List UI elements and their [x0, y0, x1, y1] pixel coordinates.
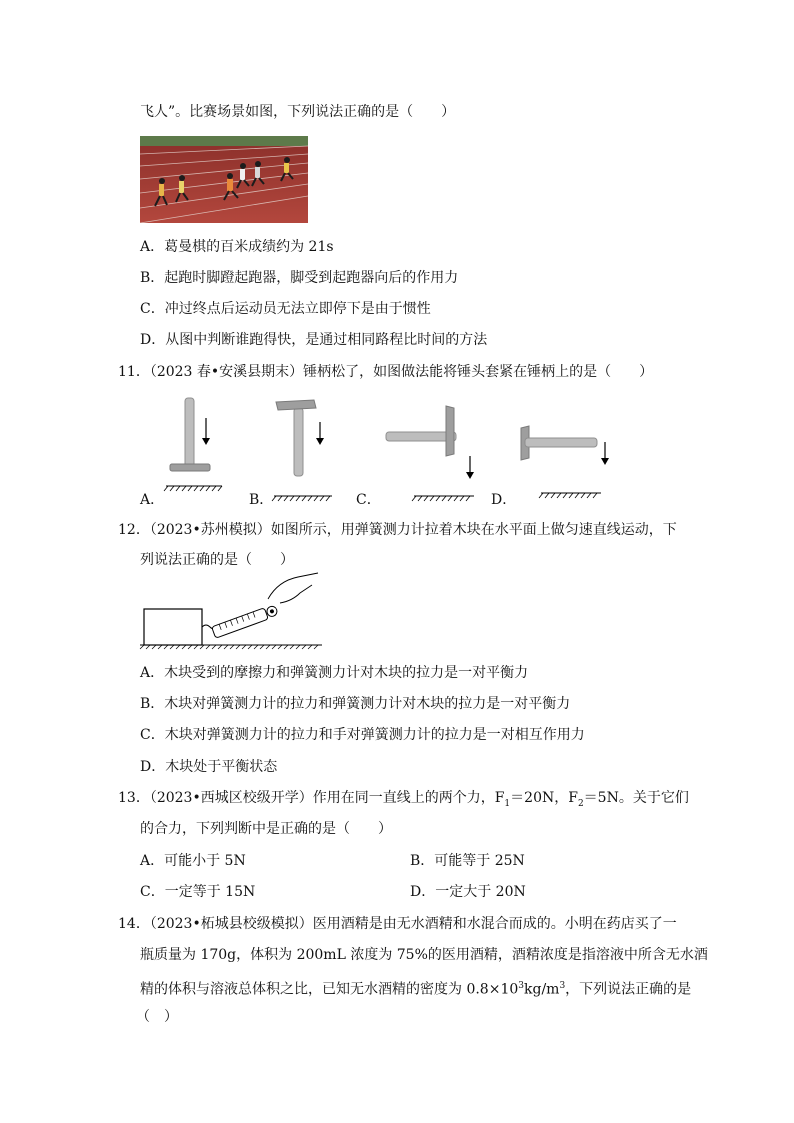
q11-label-b: B．	[249, 492, 274, 508]
q13-option-b: B．可能等于 25N	[410, 853, 525, 869]
q10-option-d: D．从图中判断谁跑得快，是通过相同路程比时间的方法	[140, 332, 488, 348]
q13-stem-line2: 的合力，下列判断中是正确的是（ ）	[140, 821, 392, 837]
race-photo	[140, 136, 308, 223]
spring-scale-figure	[140, 573, 324, 649]
q14-line3-part-a: 精的体积与溶液总体积之比，已知无水酒精的密度为 0.8×10	[140, 981, 519, 998]
q11-stem: 11．（2023 春•安溪县期末）锤柄松了，如图做法能将锤头套紧在锤柄上的是（ ）	[118, 364, 654, 380]
q10-option-b: B．起跑时脚蹬起跑器，脚受到起跑器向后的作用力	[140, 270, 459, 286]
q14-line3-exponent-1: 3	[518, 981, 524, 991]
q13-stem-line1	[118, 788, 689, 814]
q13-stem-prefix: 13．（2023•西城区校级开学）作用在同一直线上的两个力，F	[118, 790, 505, 806]
q11-label-c: C．	[356, 492, 381, 508]
q13-f1-subscript: 1	[504, 798, 511, 809]
q14-line3-part-c: ，下列说法正确的是	[565, 981, 692, 998]
q14-line3-unit: kg/m	[524, 981, 560, 998]
q13-f1-value: ＝20N，F	[510, 790, 578, 806]
q11-label-d: D．	[491, 492, 517, 508]
q12-stem-line1: 12．（2023•苏州模拟）如图所示，用弹簧测力计拉着木块在水平面上做匀速直线运动，下	[118, 522, 677, 538]
q13-f2-value: ＝5N。关于它们	[583, 790, 689, 806]
q14-line4: （ ）	[136, 1009, 178, 1025]
q13-option-d: D．一定大于 20N	[410, 884, 526, 900]
hammer-figure-c	[384, 398, 480, 498]
q14-line1: 14．（2023•柘城县校级模拟）医用酒精是由无水酒精和水混合而成的。小明在药店买了一	[118, 916, 677, 932]
q11-label-a: A．	[140, 492, 165, 508]
q10-option-c: C．冲过终点后运动员无法立即停下是由于惯性	[140, 301, 431, 317]
q14-line2: 瓶质量为 170g，体积为 200mL 浓度为 75%的医用酒精，酒精浓度是指溶液中所含无水酒	[140, 947, 708, 963]
q12-stem-line2: 列说法正确的是（ ）	[140, 552, 294, 568]
q14-line3-exponent-2: 3	[559, 981, 566, 991]
q13-option-c: C．一定等于 15N	[140, 884, 256, 900]
q12-option-c: C．木块对弹簧测力计的拉力和手对弹簧测力计的拉力是一对相互作用力	[140, 727, 585, 743]
q12-option-a: A．木块受到的摩擦力和弹簧测力计对木块的拉力是一对平衡力	[140, 665, 529, 681]
hammer-figure-d	[517, 398, 617, 498]
q13-option-a: A．可能小于 5N	[140, 853, 246, 869]
hammer-figure-b	[274, 398, 336, 488]
hammer-figure-a	[166, 398, 226, 488]
q13-f2-subscript: 2	[577, 798, 584, 809]
q12-option-b: B．木块对弹簧测力计的拉力和弹簧测力计对木块的拉力是一对平衡力	[140, 696, 571, 712]
q10-option-a: A．葛曼棋的百米成绩约为 21s	[140, 239, 334, 255]
q14-line3	[140, 976, 691, 1000]
q10-intro: 飞人”。比赛场景如图，下列说法正确的是（ ）	[140, 104, 456, 120]
q12-option-d: D．木块处于平衡状态	[140, 759, 278, 775]
